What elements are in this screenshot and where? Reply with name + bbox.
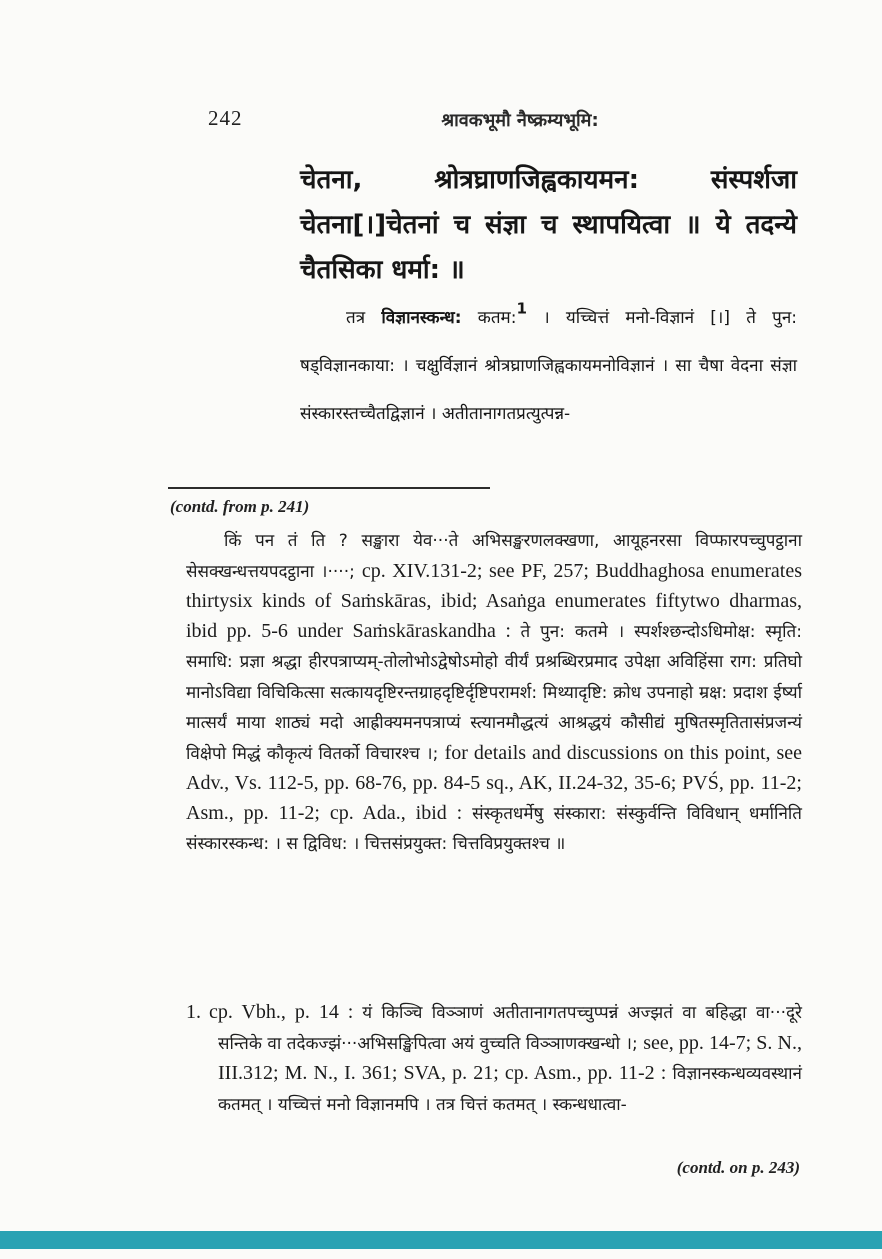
text-segment: कतम: [461, 308, 517, 328]
text-segment: । यच्चित्तं मनो-विज्ञानं [।] ते पुन: षड्विज्ञानकाया: । चक्षुर्विज्ञानं श्रोत्रघ्राणजिह्वकायमनोविज्ञानं । सा चैषा वेदना संज्ञा संस्कारस्तच्चैतद्विज्ञानं । अतीतानागतप्रत्युत्पन्न- [300, 308, 798, 424]
footnote-1-text [209, 1003, 802, 1114]
text-segment: संस्कृतधर्मेषु संस्कारा: संस्कुर्वन्ति विविधान् धर्मानिति संस्कारस्कन्ध: । स द्विविध: । चित्तसंप्रयुक्त: चित्तविप्रयुक्तश्च ॥ [186, 803, 802, 854]
footnote-1 [186, 998, 802, 1120]
body-paragraph-1: चेतना, श्रोत्रघ्राणजिह्वकायमन: संस्पर्शजा चेतना[।]चेतनां च संज्ञा च स्थापयित्वा ॥ ये तदन्ये चैतसिका धर्मा: ॥ [300, 165, 797, 285]
page-header [170, 106, 800, 134]
running-title: श्रावकभूमौ नैष्क्रम्यभूमि: [441, 110, 599, 131]
text-segment: यं किञ्चि विञ्ञाणं अतीतानागतपच्चुप्पन्नं अज्झतं वा बहिद्धा वा···दूरे सन्तिके वा तदेकज्झं···अभिसङ्खिपित्वा अयं वुच्चति विञ्ञाणक्खन्धो ।; [218, 1003, 802, 1054]
text-segment: ते पुन: कतमे । स्पर्शश्छन्दोऽधिमोक्ष: स्मृति: समाधि: प्रज्ञा श्रद्धा हीरपत्राप्यम्-तोलोभोऽद्वेषोऽमोहो वीर्यं प्रश्रब्धिरप्रमाद उपेक्षा अविहिंसा राग: प्रतिघो मानोऽविद्या विचिकित्सा सत्कायदृष्टिरन्तग्राहदृष्टिर्दृष्टिपरामर्श: मिथ्यादृष्टि: क्रोध उपनाहो म्रक्ष: प्रदाश ईर्ष्या मात्सर्यं माया शाठ्यं मदो आह्रीक्यमनपत्राप्यं स्त्यानमौद्धत्यं आश्रद्धयं कौसीद्यं मुषितस्मृतितासंप्रजन्यं विक्षेपो मिद्धं कौकृत्यं वितर्को विचारश्च ।; [186, 621, 802, 764]
text-segment: 1 [516, 299, 527, 318]
text-segment: विज्ञानस्कन्धव्यवस्थानं कतमत् । यच्चित्तं मनो विज्ञानमपि । तत्र चित्तं कतमत् । स्कन्धधात्वा- [218, 1064, 802, 1115]
body-paragraph-2 [300, 293, 797, 437]
continued-on-label: (contd. on p. 243) [676, 1158, 800, 1177]
text-segment: किं पन तं ति ? सङ्खारा येव···ते अभिसङ्खरणलक्खणा, आयूहनरसा विप्फारपच्चुपट्ठाना सेसक्खन्धत्तयपदट्ठाना ।····; [186, 531, 802, 582]
text-segment: cp. Vbh., p. 14 : [209, 1001, 363, 1023]
text-segment: see, pp. 14-7; S. N., III.312; M. N., I. 361; SVA, p. 21; cp. Asm., pp. 11-2 : [218, 1031, 802, 1084]
continued-from-label: (contd. from p. 241) [170, 497, 310, 516]
footnote-separator-rule [168, 487, 490, 489]
text-segment: विज्ञानस्कन्ध: [381, 308, 462, 328]
text-segment: for details and discussions on this point, see Adv., Vs. 112-5, pp. 68-76, pp. 84-5 sq., AK, II.24-32, 35-6; PVŚ, pp. 11-2; Asm., pp. 11-2; cp. Ada., ibid : [186, 741, 803, 824]
footnote-1-marker: 1. [186, 1001, 201, 1023]
text-segment: cp. XIV.131-2; see PF, 257; Buddhaghosa enumerates thirtysix kinds of Saṁskāras, ibid; Asaṅga enumerates fiftytwo dharmas, ibid pp. 5-6 under Saṁskāraskandha : [186, 559, 802, 642]
main-text-block [300, 158, 797, 437]
text-segment: तत्र [346, 308, 382, 328]
page-number: 242 [208, 106, 243, 130]
bottom-teal-bar [0, 1231, 882, 1249]
footnote-continuation-text [186, 526, 802, 860]
